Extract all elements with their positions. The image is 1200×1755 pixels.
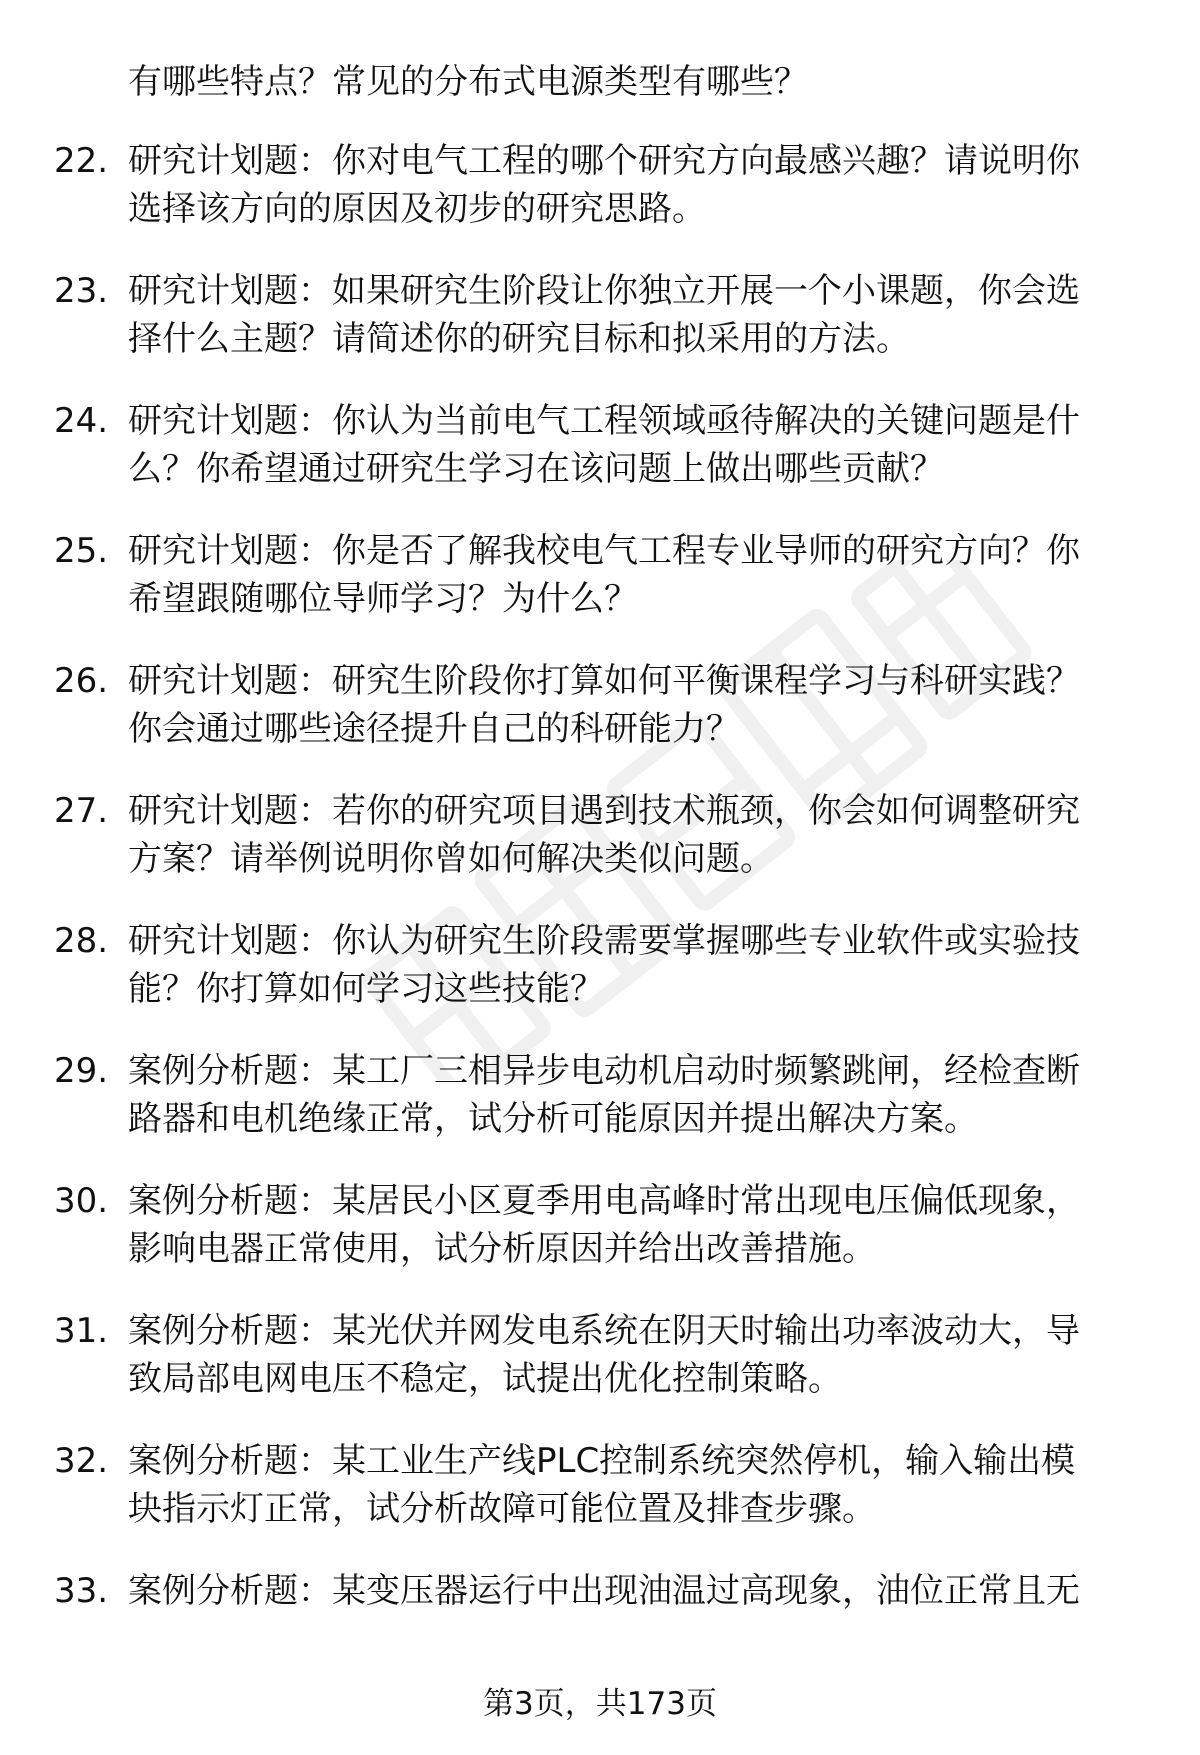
- question-item: [0, 137, 1200, 233]
- question-item: [0, 527, 1200, 623]
- question-line: 案例分析题：某工业生产线PLC控制系统突然停机，输入输出模: [128, 1441, 1076, 1481]
- question-number: 31.: [54, 1311, 109, 1351]
- question-line: 研究计划题：你是否了解我校电气工程专业导师的研究方向？你: [128, 531, 1080, 571]
- question-line: 能？你打算如何学习这些技能？: [128, 969, 604, 1009]
- question-item: [0, 1177, 1200, 1273]
- question-text: [128, 1567, 1138, 1663]
- question-text: [128, 137, 1138, 233]
- page-footer: [0, 1682, 1200, 1726]
- question-number: 32.: [54, 1441, 109, 1481]
- question-line: 研究计划题：你对电气工程的哪个研究方向最感兴趣？请说明你: [128, 141, 1080, 181]
- question-line: 研究计划题：研究生阶段你打算如何平衡课程学习与科研实践？: [128, 661, 1080, 701]
- question-line: 案例分析题：某变压器运行中出现油温过高现象，油位正常且无: [128, 1571, 1080, 1611]
- question-item: [0, 787, 1200, 883]
- question-line: 研究计划题：你认为研究生阶段需要掌握哪些专业软件或实验技: [128, 921, 1080, 961]
- question-text: [128, 1307, 1138, 1403]
- question-number: 26.: [54, 661, 109, 701]
- question-text: [128, 1437, 1138, 1533]
- question-item: [0, 657, 1200, 753]
- page-number-label: 第3页，共173页: [483, 1686, 717, 1722]
- question-number: 24.: [54, 401, 109, 441]
- question-item: [0, 1437, 1200, 1533]
- continued-question-text: 有哪些特点？常见的分布式电源类型有哪些？: [128, 62, 808, 102]
- question-item: [0, 1307, 1200, 1403]
- question-line: 希望跟随哪位导师学习？为什么？: [128, 579, 638, 619]
- question-number: 27.: [54, 791, 109, 831]
- question-line: 你会通过哪些途径提升自己的科研能力？: [128, 709, 740, 749]
- question-text: [128, 267, 1138, 363]
- question-item: [0, 917, 1200, 1013]
- question-item: [0, 1047, 1200, 1143]
- question-line: 研究计划题：你认为当前电气工程领域亟待解决的关键问题是什: [128, 401, 1080, 441]
- question-number: 28.: [54, 921, 109, 961]
- question-item: [0, 267, 1200, 363]
- question-text: [128, 527, 1138, 623]
- question-text: [128, 1177, 1138, 1273]
- question-line: 方案？请举例说明你曾如何解决类似问题。: [128, 839, 774, 879]
- question-text: [128, 787, 1138, 883]
- question-line: [128, 1615, 1138, 1663]
- question-line: 案例分析题：某工厂三相异步电动机启动时频繁跳闸，经检查断: [128, 1051, 1080, 1091]
- question-line: 案例分析题：某光伏并网发电系统在阴天时输出功率波动大，导: [128, 1311, 1080, 1351]
- question-number: 29.: [54, 1051, 109, 1091]
- question-text: [128, 917, 1138, 1013]
- question-line: 么？你希望通过研究生学习在该问题上做出哪些贡献？: [128, 449, 944, 489]
- question-text: [128, 657, 1138, 753]
- question-line: 研究计划题：若你的研究项目遇到技术瓶颈，你会如何调整研究: [128, 791, 1080, 831]
- question-number: 33.: [54, 1571, 109, 1611]
- question-line: 择什么主题？请简述你的研究目标和拟采用的方法。: [128, 319, 910, 359]
- question-text: [128, 397, 1138, 493]
- question-list: [0, 137, 1200, 1697]
- question-number: 22.: [54, 141, 109, 181]
- question-item: [0, 397, 1200, 493]
- question-line: 致局部电网电压不稳定，试提出优化控制策略。: [128, 1359, 842, 1399]
- question-line: 路器和电机绝缘正常，试分析可能原因并提出解决方案。: [128, 1099, 978, 1139]
- question-text: [128, 1047, 1138, 1143]
- question-line: 选择该方向的原因及初步的研究思路。: [128, 189, 706, 229]
- question-line: 影响电器正常使用，试分析原因并给出改善措施。: [128, 1229, 876, 1269]
- question-line: 块指示灯正常，试分析故障可能位置及排查步骤。: [128, 1489, 876, 1529]
- question-number: 23.: [54, 271, 109, 311]
- question-line: 案例分析题：某居民小区夏季用电高峰时常出现电压偏低现象，: [128, 1181, 1080, 1221]
- question-line: 研究计划题：如果研究生阶段让你独立开展一个小课题，你会选: [128, 271, 1080, 311]
- question-number: 30.: [54, 1181, 109, 1221]
- question-number: 25.: [54, 531, 109, 571]
- question-item: [0, 1567, 1200, 1663]
